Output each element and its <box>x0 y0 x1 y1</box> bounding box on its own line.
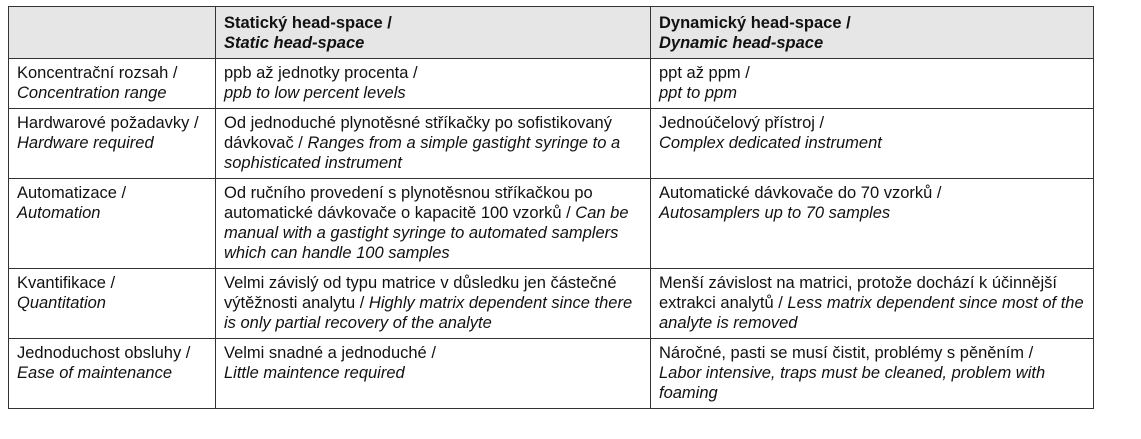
dynamic-cz: Jednoúčelový přístroj / <box>659 114 825 132</box>
dynamic-cell <box>651 339 1094 409</box>
static-cell <box>216 109 651 179</box>
static-cell <box>216 179 651 269</box>
static-cz: Od ručního provedení s plynotěsnou stříkačkou po automatické dávkovače o kapacitě 100 vzorků / <box>224 184 593 222</box>
table-row <box>9 179 1094 269</box>
static-cz: ppb až jednotky procenta / <box>224 64 418 82</box>
dynamic-cz: Automatické dávkovače do 70 vzorků / <box>659 184 942 202</box>
row-label-en: Concentration range <box>17 84 167 102</box>
dynamic-cell <box>651 59 1094 109</box>
static-en: Highly matrix dependent since there is only partial recovery of the analyte <box>224 294 633 332</box>
static-cell <box>216 269 651 339</box>
dynamic-cell <box>651 179 1094 269</box>
header-corner-cell <box>9 7 216 59</box>
dynamic-cell <box>651 109 1094 179</box>
table-row <box>9 59 1094 109</box>
dynamic-en: Complex dedicated instrument <box>659 134 882 152</box>
dynamic-en: Less matrix dependent since most of the analyte is removed <box>659 294 1084 332</box>
dynamic-cz: Menší závislost na matrici, protože dochází k účinnější extrakci analytů / <box>659 274 1058 312</box>
table-row <box>9 269 1094 339</box>
row-label <box>9 179 216 269</box>
row-label-cz: Automatizace / <box>17 184 127 202</box>
row-label-en: Quantitation <box>17 294 106 312</box>
row-label-cz: Kvantifikace / <box>17 274 116 292</box>
row-label-cz: Hardwarové požadavky / <box>17 114 199 132</box>
row-label-en: Ease of maintenance <box>17 364 173 382</box>
static-en: ppb to low percent levels <box>224 84 406 102</box>
header-dynamic <box>651 7 1094 59</box>
row-label-cz: Jednoduchost obsluhy / <box>17 344 191 362</box>
dynamic-en: ppt to ppm <box>659 84 737 102</box>
dynamic-cz: ppt až ppm / <box>659 64 750 82</box>
static-en: Can be manual with a gastight syringe to automated samplers which can handle 100 samples <box>224 204 629 262</box>
row-label <box>9 59 216 109</box>
dynamic-cz: Náročné, pasti se musí čistit, problémy s pěněním / <box>659 344 1034 362</box>
static-cz: Velmi snadné a jednoduché / <box>224 344 436 362</box>
row-label <box>9 109 216 179</box>
header-static <box>216 7 651 59</box>
header-static-en: Static head-space <box>224 34 365 52</box>
header-dynamic-cz: Dynamický head-space / <box>659 14 851 32</box>
static-en: Ranges from a simple gastight syringe to a sophisticated instrument <box>224 134 621 172</box>
header-static-cz: Statický head-space / <box>224 14 392 32</box>
dynamic-en: Autosamplers up to 70 samples <box>659 204 891 222</box>
table-row <box>9 109 1094 179</box>
header-dynamic-en: Dynamic head-space <box>659 34 824 52</box>
comparison-table <box>8 6 1094 409</box>
row-label <box>9 339 216 409</box>
row-label <box>9 269 216 339</box>
row-label-en: Hardware required <box>17 134 154 152</box>
row-label-cz: Koncentrační rozsah / <box>17 64 178 82</box>
dynamic-en: Labor intensive, traps must be cleaned, problem with foaming <box>659 364 1046 402</box>
header-row <box>9 7 1094 59</box>
row-label-en: Automation <box>17 204 101 222</box>
static-cz: Velmi závislý od typu matrice v důsledku jen částečné výtěžnosti analytu / <box>224 274 617 312</box>
static-cell <box>216 339 651 409</box>
static-cz: Od jednoduché plynotěsné stříkačky po sofistikovaný dávkovač / <box>224 114 612 152</box>
static-en: Little maintence required <box>224 364 405 382</box>
table-row <box>9 339 1094 409</box>
static-cell <box>216 59 651 109</box>
dynamic-cell <box>651 269 1094 339</box>
